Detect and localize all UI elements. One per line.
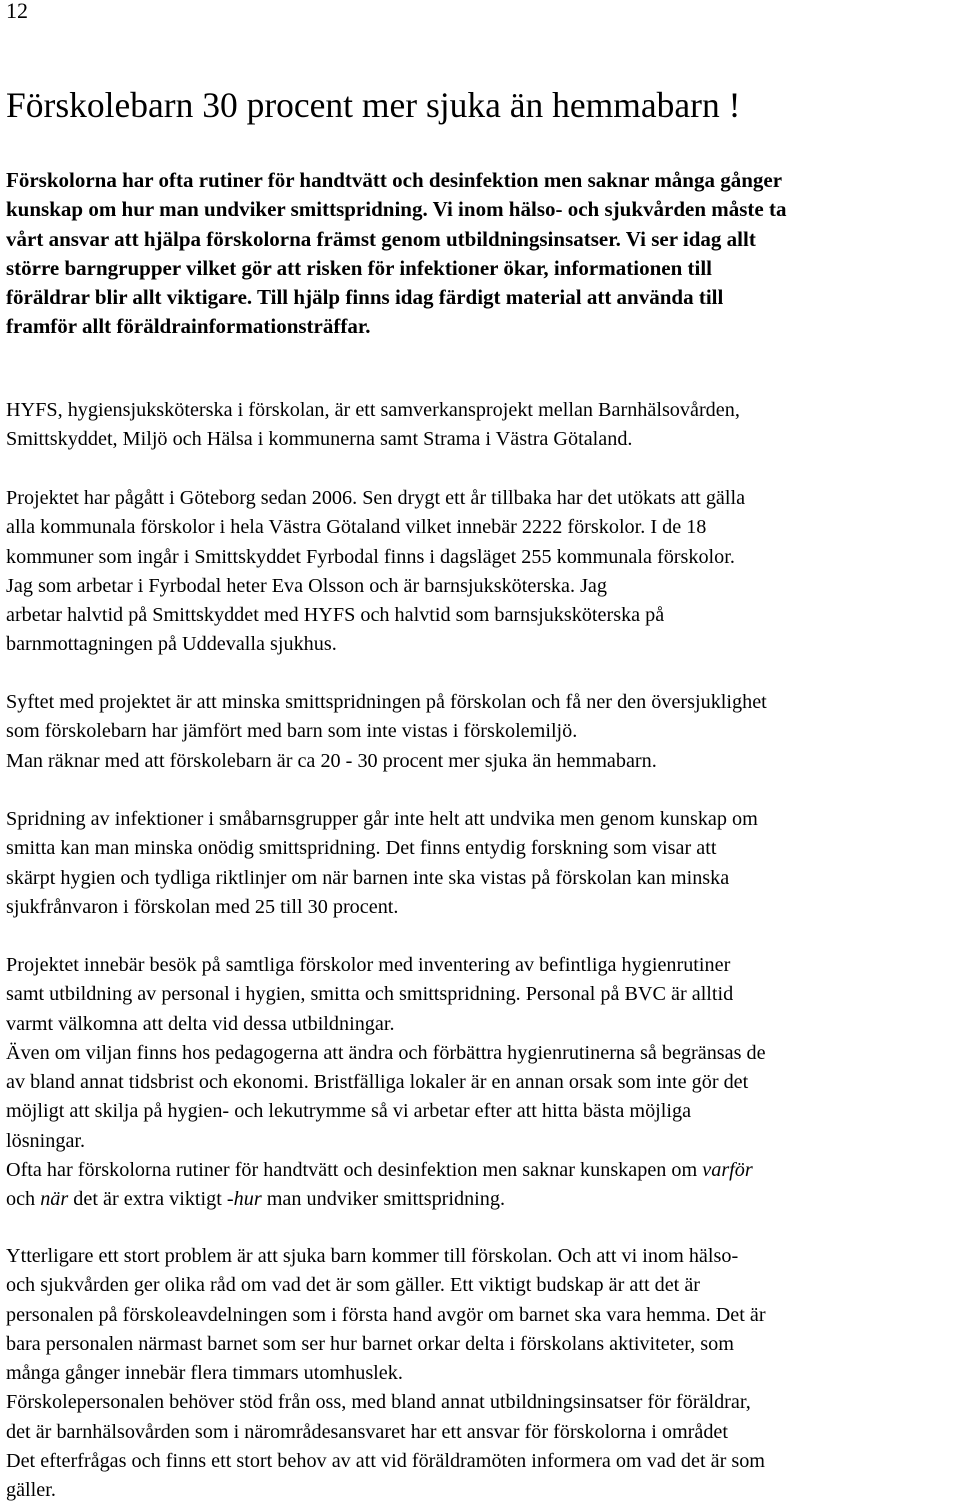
page-number: 12: [6, 0, 28, 23]
text-line: Projektet har pågått i Göteborg sedan 2006. Sen drygt ett år tillbaka har det utökats att gälla: [6, 487, 746, 509]
paragraph-project-visits: [6, 951, 954, 1215]
text-line: smitta kan man minska onödig smittspridning. Det finns entydig forskning som visar att: [6, 837, 717, 860]
text-line: alla kommunala förskolor i hela Västra Götaland vilket innebär 2222 förskolor. I de 18: [6, 516, 707, 539]
paragraph-spread: [6, 805, 954, 922]
lead-line: större barngrupper vilket gör att risken för infektioner ökar, informationen till: [6, 255, 713, 280]
text-line: barnmottagningen på Uddevalla sjukhus.: [6, 633, 337, 656]
text-line: många gånger innebär flera timmars utomhuslek.: [6, 1362, 403, 1385]
text-line: varmt välkomna att delta vid dessa utbildningar.: [6, 1012, 395, 1035]
text-line: Jag som arbetar i Fyrbodal heter Eva Olsson och är barnsjuksköterska. Jag: [6, 574, 607, 597]
text-line: Ytterligare ett stort problem är att sjuka barn kommer till förskolan. Och att vi inom hälso-: [6, 1245, 739, 1267]
paragraph-purpose: [6, 688, 954, 776]
text-span: och: [6, 1188, 41, 1211]
paragraph-project-history: [6, 484, 954, 660]
text-line: skärpt hygien och tydliga riktlinjer om när barnen inte ska vistas på förskolan kan minska: [6, 866, 730, 889]
text-line: det är barnhälsovården som i närområdesansvaret har ett ansvar för förskolorna i området: [6, 1420, 728, 1443]
text-line: och sjukvården ger olika råd om vad det är som gäller. Ett viktigt budskap är att det är: [6, 1274, 701, 1297]
text-line: möjligt att skilja på hygien- och lekutrymme så vi arbetar efter att hitta bästa möjliga: [6, 1100, 692, 1123]
text-line: av bland annat tidsbrist och ekonomi. Bristfälliga lokaler är en annan orsak som inte gör det: [6, 1071, 749, 1094]
text-line: sjukfrånvaron i förskolan med 25 till 30 procent.: [6, 895, 399, 918]
emphasis-text: hur: [233, 1188, 262, 1211]
text-line: som förskolebarn har jämfört med barn som inte vistas i förskolemiljö.: [6, 720, 578, 743]
text-span: man undviker smittspridning.: [261, 1188, 506, 1211]
lead-line: framför allt föräldrainformationsträffar.: [6, 314, 371, 339]
paragraph-sick-children: [6, 1242, 954, 1506]
text-line-italic-mix: [6, 1156, 954, 1185]
text-line: Smittskyddet, Miljö och Hälsa i kommunerna samt Strama i Västra Götaland.: [6, 428, 633, 451]
text-line: Det efterfrågas och finns ett stort behov av att vid föräldramöten informera om vad det är som: [6, 1450, 766, 1473]
text-line: Man räknar med att förskolebarn är ca 20 - 30 procent mer sjuka än hemmabarn.: [6, 749, 657, 772]
lead-line: kunskap om hur man undviker smittspridning. Vi inom hälso- och sjukvården måste ta: [6, 197, 787, 222]
text-span: det är extra viktigt -: [68, 1188, 234, 1211]
text-line-italic-mix: [6, 1185, 954, 1214]
text-line: kommuner som ingår i Smittskyddet Fyrbodal finns i dagsläget 255 kommunala förskolor.: [6, 545, 735, 568]
lead-paragraph: [6, 166, 954, 342]
emphasis-text: när: [40, 1188, 69, 1211]
text-line: Förskolepersonalen behöver stöd från oss, med bland annat utbildningsinsatser för föräldrar,: [6, 1391, 751, 1414]
text-span: Ofta har förskolorna rutiner för handtvätt och desinfektion men saknar kunskapen om: [6, 1159, 703, 1182]
lead-line: vårt ansvar att hjälpa förskolorna främst genom utbildningsinsatser. Vi ser idag allt: [6, 226, 756, 251]
text-line: Projektet innebär besök på samtliga förskolor med inventering av befintliga hygienrutiner: [6, 954, 731, 976]
text-line: Spridning av infektioner i småbarnsgrupper går inte helt att undvika men genom kunskap om: [6, 808, 758, 830]
emphasis-text: varför: [702, 1159, 753, 1182]
lead-line: föräldrar blir allt viktigare. Till hjälp finns idag färdigt material att använda till: [6, 285, 724, 310]
text-line: samt utbildning av personal i hygien, smitta och smittspridning. Personal på BVC är alltid: [6, 983, 734, 1006]
text-line: Även om viljan finns hos pedagogerna att ändra och förbättra hygienrutinerna så begränsas de: [6, 1041, 766, 1064]
text-line: bara personalen närmast barnet som ser hur barnet orkar delta i förskolans aktiviteter, som: [6, 1332, 734, 1355]
text-line: lösningar.: [6, 1129, 86, 1152]
text-line: gäller.: [6, 1479, 56, 1502]
page-title: Förskolebarn 30 procent mer sjuka än hemmabarn !: [6, 85, 741, 125]
lead-line: Förskolorna har ofta rutiner för handtvätt och desinfektion men saknar många gånger: [6, 168, 783, 192]
text-line: arbetar halvtid på Smittskyddet med HYFS och halvtid som barnsjuksköterska på: [6, 604, 665, 627]
paragraph-hyfs-intro: [6, 396, 954, 455]
text-line: HYFS, hygiensjuksköterska i förskolan, är ett samverkansprojekt mellan Barnhälsovården,: [6, 399, 740, 421]
text-line: personalen på förskoleavdelningen som i första hand avgör om barnet ska vara hemma. Det är: [6, 1303, 766, 1326]
text-line: Syftet med projektet är att minska smittspridningen på förskolan och få ner den översjuklighet: [6, 691, 767, 713]
